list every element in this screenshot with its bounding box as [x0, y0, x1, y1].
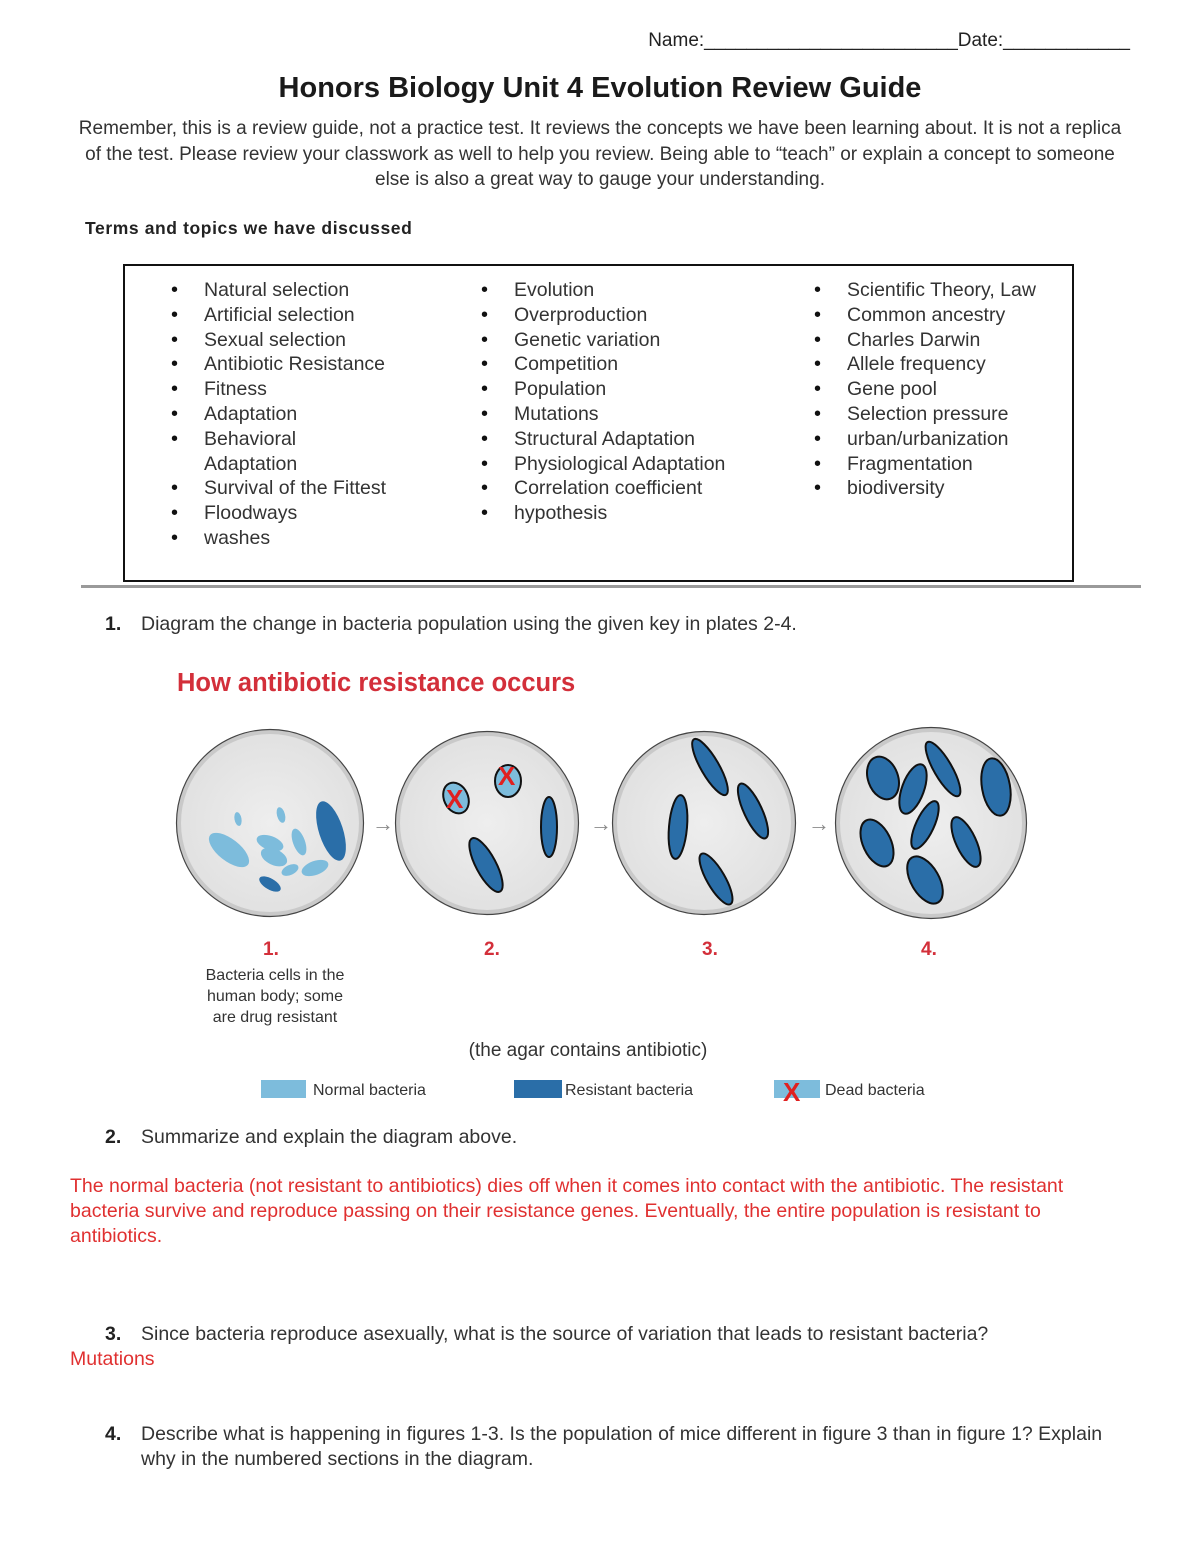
terms-heading: Terms and topics we have discussed	[85, 218, 413, 238]
term-item: • Antibiotic Resistance	[171, 352, 461, 377]
antibiotic-resistance-figure	[0, 655, 1200, 1110]
term-item: • Adaptation	[171, 402, 461, 427]
arrow-icon: →	[372, 811, 394, 836]
term-item: • Structural Adaptation	[481, 427, 811, 452]
section-divider	[81, 585, 1141, 588]
legend-dead-label: Dead bacteria	[825, 1082, 925, 1099]
intro-paragraph: Remember, this is a review guide, not a practice test. It reviews the concepts we have been learning about. It is not a replica of the test. Please review your classwork as well to help you review. Being able to “teach” or explain a concept to someone else is also a great way to gauge your understanding.	[78, 118, 1122, 190]
terms-column-3	[814, 278, 1074, 501]
plate-label: 2.	[484, 939, 500, 960]
question-2	[0, 1125, 1200, 1151]
plate-label: 4.	[921, 939, 937, 960]
plate-1-caption: Bacteria cells in the	[205, 967, 345, 984]
term-item: • Physiological Adaptation	[481, 452, 811, 477]
term-item: • urban/urbanization	[814, 427, 1074, 452]
legend-resistant-swatch	[514, 1080, 562, 1098]
question-text: Since bacteria reproduce asexually, what is the source of variation that leads to resistant bacteria?	[141, 1323, 989, 1345]
term-item: • hypothesis	[481, 501, 811, 526]
term-item: • Survival of the Fittest	[171, 476, 461, 501]
term-item: • Natural selection	[171, 278, 461, 303]
figure-title: How antibiotic resistance occurs	[177, 669, 576, 697]
term-item: • Overproduction	[481, 303, 811, 328]
question-4	[0, 1422, 1200, 1474]
term-item: • biodiversity	[814, 476, 1074, 501]
svg-text:X: X	[498, 761, 516, 791]
term-item: • Scientific Theory, Law	[814, 278, 1074, 303]
term-item: • Common ancestry	[814, 303, 1074, 328]
term-item: • Artificial selection	[171, 303, 461, 328]
plate-3	[613, 732, 796, 915]
term-item: • Charles Darwin	[814, 328, 1074, 353]
page-title: Honors Biology Unit 4 Evolution Review Guide	[278, 72, 922, 104]
term-item: • Evolution	[481, 278, 811, 303]
term-item: • Fragmentation	[814, 452, 1074, 477]
plate-4	[836, 728, 1027, 919]
term-item: • Genetic variation	[481, 328, 811, 353]
term-item: • Mutations	[481, 402, 811, 427]
question-1	[0, 612, 1200, 638]
question-number: 2.	[105, 1126, 122, 1148]
legend	[261, 1077, 925, 1107]
terms-box	[123, 264, 1074, 582]
plate-1	[177, 730, 364, 917]
legend-resistant-label: Resistant bacteria	[565, 1082, 694, 1099]
term-item: • Behavioral Adaptation	[171, 427, 354, 477]
term-item: • Fitness	[171, 377, 461, 402]
question-text: Summarize and explain the diagram above.	[141, 1126, 518, 1148]
question-text: Describe what is happening in figures 1-3. Is the population of mice different in figure 3 than in figure 1? Explain why in the numbered sections in the diagram.	[141, 1423, 1103, 1470]
svg-text:X: X	[446, 784, 464, 814]
plate-1-caption: are drug resistant	[212, 1009, 338, 1026]
plate-1-caption: human body; some	[206, 988, 344, 1005]
term-item: • Floodways	[171, 501, 461, 526]
term-item: • washes	[171, 526, 461, 551]
term-item: • Selection pressure	[814, 402, 1074, 427]
term-item: • Competition	[481, 352, 811, 377]
answer-3: Mutations	[70, 1348, 155, 1370]
answer-2: The normal bacteria (not resistant to antibiotics) dies off when it comes into contact with the antibiotic. The resistant bacteria survive and reproduce passing on their resistance genes. Eventually, the entire population is resistant to antibiotics.	[70, 1175, 1064, 1247]
name-date-line: Name:________________________Date:____________	[648, 30, 1130, 51]
arrow-icon: →	[808, 811, 830, 836]
question-text: Diagram the change in bacteria population using the given key in plates 2-4.	[141, 613, 797, 635]
resistant-bacterium	[541, 797, 557, 857]
plate-label: 3.	[702, 939, 718, 960]
terms-column-1	[171, 278, 461, 551]
term-item: • Gene pool	[814, 377, 1074, 402]
term-item: • Allele frequency	[814, 352, 1074, 377]
term-item: • Population	[481, 377, 811, 402]
question-number: 1.	[105, 613, 122, 635]
legend-normal-label: Normal bacteria	[313, 1082, 426, 1099]
agar-note: (the agar contains antibiotic)	[468, 1040, 708, 1061]
legend-normal-swatch	[261, 1080, 306, 1098]
x-mark-icon: X	[783, 1077, 801, 1107]
question-3	[0, 1322, 1200, 1348]
question-number: 3.	[105, 1323, 122, 1345]
term-item: • Correlation coefficient	[481, 476, 811, 501]
terms-column-2	[481, 278, 811, 526]
plate-label: 1.	[263, 939, 279, 960]
arrow-icon: →	[590, 811, 612, 836]
term-item: • Sexual selection	[171, 328, 461, 353]
question-number: 4.	[105, 1423, 122, 1445]
plate-2	[396, 732, 579, 915]
